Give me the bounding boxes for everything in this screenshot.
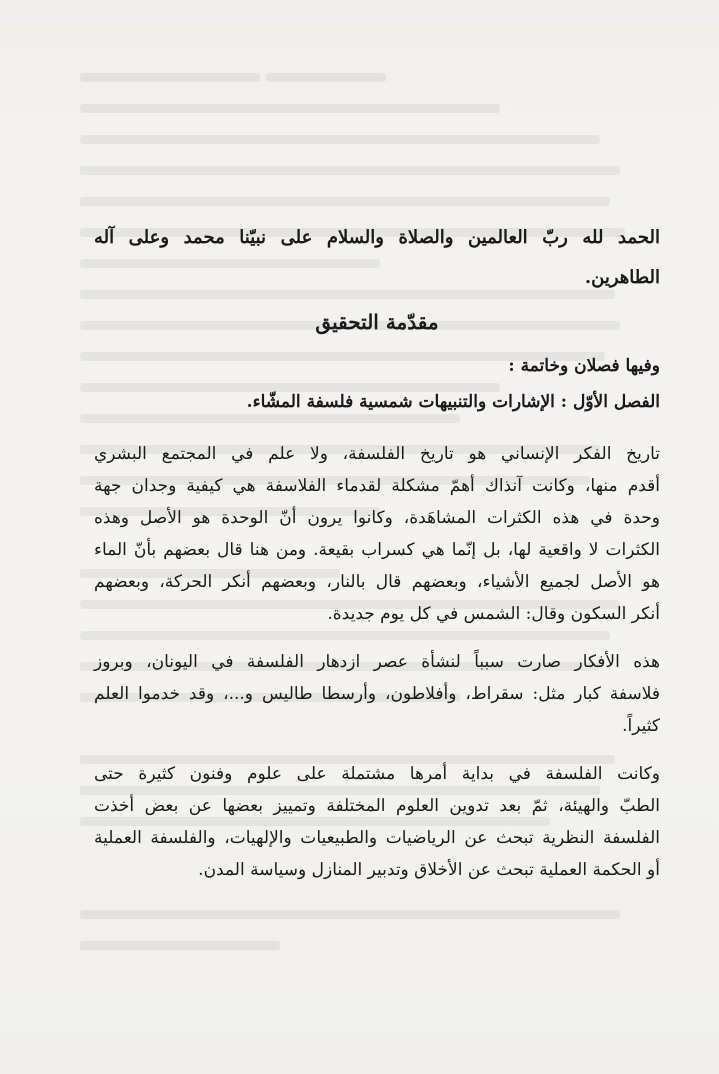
paragraph-line: وحدة في هذه الكثرات المشاهَدة، وكانوا يرون أنّ الوحدة هو الأصل وهذه xyxy=(94,508,660,528)
paragraph-line: كثيراً. xyxy=(622,716,660,736)
paragraph-line: أقدم منها، وكانت آنذاك أهمّ مشكلة لقدماء الفلاسفة هي كيفية وجدان جهة xyxy=(94,476,660,496)
paragraph-line: الكثرات لا واقعية لها، بل إنّما هي كسراب بقيعة. ومن هنا قال بعضهم بأنّ الماء xyxy=(94,540,660,560)
chapter-line: الفصل الأوّل : الإشارات والتنبيهات شمسية فلسفة المشّاء. xyxy=(246,392,660,412)
paragraph-2 xyxy=(94,646,660,742)
paragraph-3 xyxy=(94,758,660,886)
section-title: مقدّمة التحقيق xyxy=(315,310,439,334)
paragraph-line: هو الأصل لجميع الأشياء، وبعضهم قال بالنار، وبعضهم أنكر الحركة، وبعضهم xyxy=(94,572,660,592)
paragraph-line: أو الحكمة العملية تبحث عن الأخلاق وتدبير المنازل وسياسة المدن. xyxy=(198,860,660,880)
paragraph-line: فلاسفة كبار مثل: سقراط، وأفلاطون، وأرسطا طاليس و...، وقد خدموا العلم xyxy=(94,684,660,704)
paragraph-line: وكانت الفلسفة في بداية أمرها مشتملة على علوم وفنون كثيرة حتى xyxy=(94,764,660,784)
doxology-line-1: الحمد لله ربّ العالمين والصلاة والسلام على نبيّنا محمد وعلى آله xyxy=(94,227,660,248)
paragraph-line: الفلسفة النظرية تبحث عن الرياضيات والطبيعيات والإلهيات، والفلسفة العملية xyxy=(94,828,660,848)
contents-line: وفيها فصلان وخاتمة : xyxy=(508,356,660,376)
paragraph-line: الطبّ والهيئة، ثمّ بعد تدوين العلوم المختلفة وتمييز بعضها عن بعض أخذت xyxy=(94,796,660,816)
paragraph-1 xyxy=(94,438,660,630)
paragraph-line: أنكر السكون وقال: الشمس في كل يوم جديدة. xyxy=(327,604,660,624)
paragraph-line: تاريخ الفكر الإنساني هو تاريخ الفلسفة، ولا علم في المجتمع البشري xyxy=(94,444,660,464)
paragraph-line: هذه الأفكار صارت سبباً لنشأة عصر ازدهار الفلسفة في اليونان، وبروز xyxy=(94,652,660,672)
page-body xyxy=(94,218,660,902)
doxology-line-2: الطاهرين. xyxy=(584,267,660,288)
